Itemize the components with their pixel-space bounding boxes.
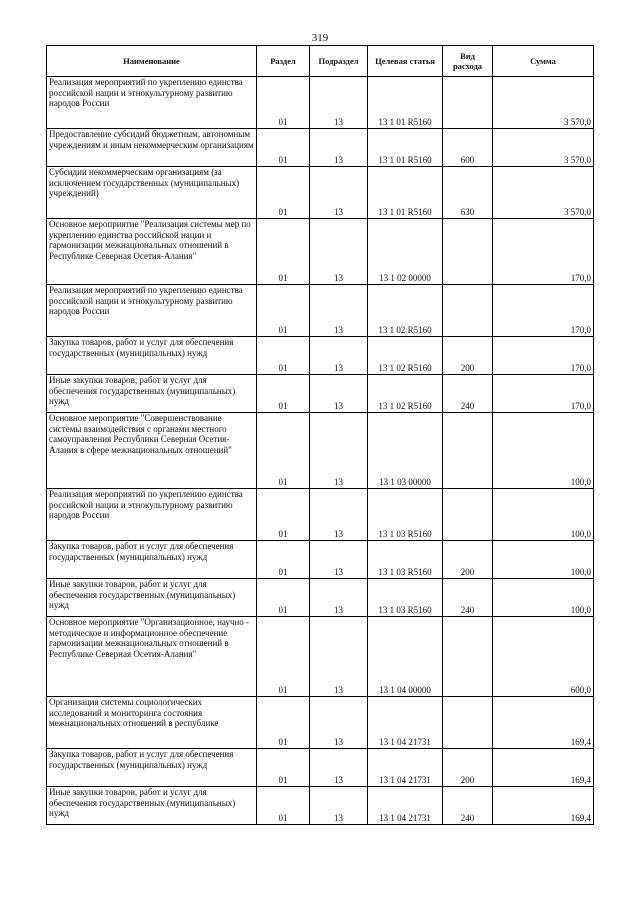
cell-subsection: 13	[310, 129, 368, 167]
cell-subsection: 13	[310, 787, 368, 825]
cell-section: 01	[257, 579, 310, 617]
table-row	[47, 77, 594, 129]
header-target: Целевая статья	[368, 46, 443, 77]
cell-subsection: 13	[310, 413, 368, 489]
table-row	[47, 375, 594, 413]
cell-expense-type: 240	[443, 375, 493, 413]
table-row	[47, 129, 594, 167]
cell-amount: 169,4	[493, 697, 594, 749]
cell-name: Реализация мероприятий по укреплению единства российской нации и этнокультурному развитию народов России	[47, 285, 257, 337]
cell-expense-type	[443, 285, 493, 337]
cell-amount: 169,4	[493, 787, 594, 825]
cell-expense-type	[443, 413, 493, 489]
cell-target: 13 1 02 00000	[368, 219, 443, 285]
cell-amount: 100,0	[493, 489, 594, 541]
cell-name: Основное мероприятие "Совершенствование системы взаимодействия с органами местного самоуправления Республики Северная Осетия-Алания в сфере межнациональных отношений"	[47, 413, 257, 489]
header-expense-type: Вид расхода	[443, 46, 493, 77]
cell-amount: 170,0	[493, 219, 594, 285]
table-row	[47, 219, 594, 285]
cell-subsection: 13	[310, 489, 368, 541]
table-row	[47, 579, 594, 617]
table-row	[47, 489, 594, 541]
header-amount: Сумма	[493, 46, 594, 77]
cell-subsection: 13	[310, 375, 368, 413]
table-header-row	[47, 46, 594, 77]
table-row	[47, 337, 594, 375]
cell-expense-type	[443, 219, 493, 285]
cell-expense-type: 200	[443, 541, 493, 579]
cell-target: 13 1 01 R5160	[368, 167, 443, 219]
cell-amount: 170,0	[493, 375, 594, 413]
cell-target: 13 1 04 21731	[368, 749, 443, 787]
cell-amount: 3 570,0	[493, 129, 594, 167]
cell-target: 13 1 03 R5160	[368, 541, 443, 579]
cell-expense-type	[443, 617, 493, 697]
cell-subsection: 13	[310, 337, 368, 375]
cell-target: 13 1 02 R5160	[368, 285, 443, 337]
cell-section: 01	[257, 375, 310, 413]
cell-expense-type: 200	[443, 337, 493, 375]
cell-section: 01	[257, 489, 310, 541]
cell-section: 01	[257, 697, 310, 749]
cell-expense-type: 600	[443, 129, 493, 167]
cell-name: Иные закупки товаров, работ и услуг для обеспечения государственных (муниципальных) нужд	[47, 787, 257, 825]
cell-subsection: 13	[310, 167, 368, 219]
table-row	[47, 413, 594, 489]
cell-amount: 170,0	[493, 285, 594, 337]
cell-name: Иные закупки товаров, работ и услуг для обеспечения государственных (муниципальных) нужд	[47, 375, 257, 413]
cell-expense-type	[443, 77, 493, 129]
cell-section: 01	[257, 219, 310, 285]
cell-target: 13 1 01 R5160	[368, 129, 443, 167]
table-row	[47, 749, 594, 787]
table-row	[47, 617, 594, 697]
cell-expense-type	[443, 489, 493, 541]
cell-target: 13 1 01 R5160	[368, 77, 443, 129]
budget-table	[46, 45, 594, 825]
cell-target: 13 1 04 21731	[368, 697, 443, 749]
cell-section: 01	[257, 77, 310, 129]
page-number: 319	[311, 32, 329, 44]
cell-subsection: 13	[310, 617, 368, 697]
cell-name: Предоставление субсидий бюджетным, автономным учреждениям и иным некоммерческим организациям	[47, 129, 257, 167]
cell-expense-type: 200	[443, 749, 493, 787]
table-row	[47, 541, 594, 579]
cell-subsection: 13	[310, 541, 368, 579]
header-name: Наименование	[47, 46, 257, 77]
cell-expense-type: 630	[443, 167, 493, 219]
cell-target: 13 1 04 21731	[368, 787, 443, 825]
cell-section: 01	[257, 337, 310, 375]
cell-subsection: 13	[310, 697, 368, 749]
cell-name: Закупка товаров, работ и услуг для обеспечения государственных (муниципальных) нужд	[47, 337, 257, 375]
cell-name: Основное мероприятие "Реализация системы мер по укреплению единства российской нации и гармонизации межнациональных отношений в Республике Северная Осетия-Алания"	[47, 219, 257, 285]
cell-subsection: 13	[310, 77, 368, 129]
cell-subsection: 13	[310, 219, 368, 285]
cell-subsection: 13	[310, 285, 368, 337]
cell-section: 01	[257, 541, 310, 579]
cell-name: Основное мероприятие "Организационное, научно - методическое и информационное обеспечение гармонизации межнациональных отношений в Республике Северная Осетия-Алания"	[47, 617, 257, 697]
cell-amount: 169,4	[493, 749, 594, 787]
cell-expense-type: 240	[443, 787, 493, 825]
cell-name: Реализация мероприятий по укреплению единства российской нации и этнокультурному развитию народов России	[47, 77, 257, 129]
cell-section: 01	[257, 413, 310, 489]
cell-target: 13 1 03 R5160	[368, 579, 443, 617]
cell-section: 01	[257, 617, 310, 697]
cell-amount: 3 570,0	[493, 167, 594, 219]
cell-subsection: 13	[310, 749, 368, 787]
header-subsection: Подраздел	[310, 46, 368, 77]
cell-amount: 600,0	[493, 617, 594, 697]
cell-name: Организация системы социологических исследований и мониторинга состояния межнациональных отношений в республике	[47, 697, 257, 749]
cell-target: 13 1 03 00000	[368, 413, 443, 489]
cell-expense-type	[443, 697, 493, 749]
cell-name: Субсидии некоммерческим организациям (за исключением государственных (муниципальных) учреждений)	[47, 167, 257, 219]
table-row	[47, 167, 594, 219]
cell-amount: 170,0	[493, 337, 594, 375]
cell-section: 01	[257, 749, 310, 787]
cell-amount: 100,0	[493, 579, 594, 617]
cell-expense-type: 240	[443, 579, 493, 617]
cell-amount: 3 570,0	[493, 77, 594, 129]
table-row	[47, 697, 594, 749]
cell-section: 01	[257, 129, 310, 167]
cell-target: 13 1 04 00000	[368, 617, 443, 697]
cell-target: 13 1 03 R5160	[368, 489, 443, 541]
table-row	[47, 285, 594, 337]
cell-name: Закупка товаров, работ и услуг для обеспечения государственных (муниципальных) нужд	[47, 749, 257, 787]
cell-section: 01	[257, 167, 310, 219]
cell-name: Реализация мероприятий по укреплению единства российской нации и этнокультурному развитию народов России	[47, 489, 257, 541]
cell-target: 13 1 02 R5160	[368, 375, 443, 413]
table-row	[47, 787, 594, 825]
cell-amount: 100,0	[493, 413, 594, 489]
header-section: Раздел	[257, 46, 310, 77]
cell-subsection: 13	[310, 579, 368, 617]
cell-name: Иные закупки товаров, работ и услуг для обеспечения государственных (муниципальных) нужд	[47, 579, 257, 617]
cell-amount: 100,0	[493, 541, 594, 579]
table-body	[47, 77, 594, 825]
cell-target: 13 1 02 R5160	[368, 337, 443, 375]
cell-section: 01	[257, 787, 310, 825]
cell-section: 01	[257, 285, 310, 337]
cell-name: Закупка товаров, работ и услуг для обеспечения государственных (муниципальных) нужд	[47, 541, 257, 579]
